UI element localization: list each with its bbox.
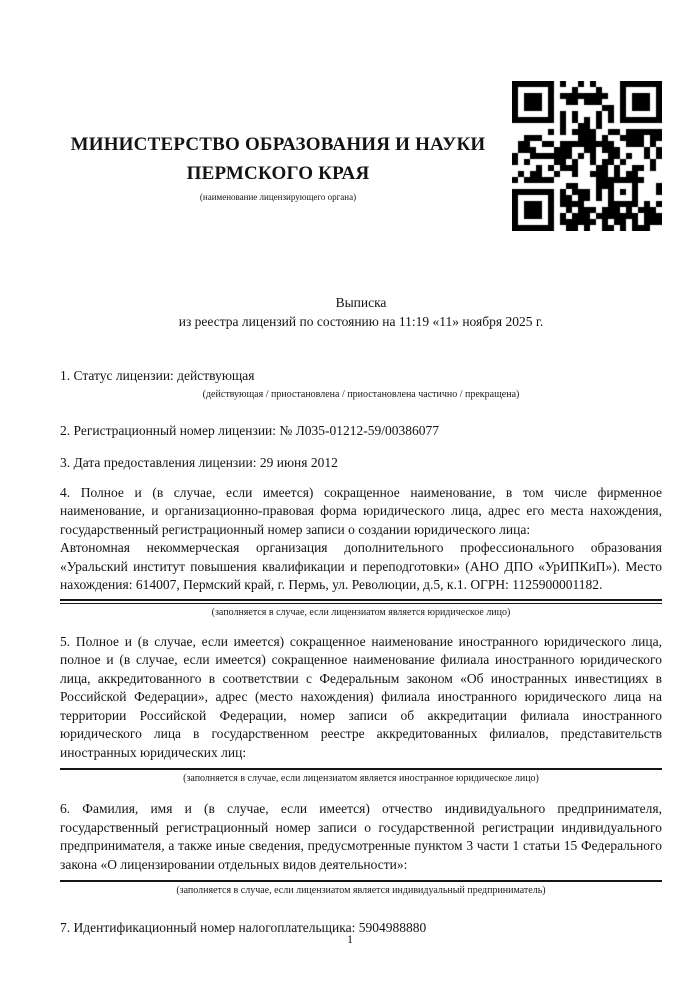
document-title-line1: Выписка bbox=[335, 295, 387, 310]
field-caption-legal-entity: (заполняется в случае, если лицензиатом является юридическое лицо) bbox=[211, 606, 511, 618]
qr-code-icon bbox=[512, 81, 662, 231]
authority-name-line2: ПЕРМСКОГО КРАЯ bbox=[186, 163, 370, 184]
field-legal-entity-answer: Автономная некоммерческая организация дополнительного профессионального образования «Уральский институт повышения квалификации и переподготовки» (АНО ДПО «УрИПКиП»). Место нахождения: 614007, Пермский край, г. Пермь, ул. Революции, д.5, к.1. ОГРН: 1125900001182. bbox=[60, 540, 662, 592]
document-title bbox=[60, 293, 662, 331]
field-license-grant-date: 3. Дата предоставления лицензии: 29 июня 2012 bbox=[60, 455, 338, 470]
section-legal-entity bbox=[60, 484, 662, 619]
document-title-line2: из реестра лицензий по состоянию на 11:19 «11» ноября 2025 г. bbox=[178, 314, 544, 329]
licensing-authority-block bbox=[60, 81, 496, 203]
field-legal-entity-question: 4. Полное и (в случае, если имеется) сокращенное наименование, в том числе фирменное наименование, и организационно-правовая форма юридического лица, адрес его места нахождения, государственный регистрационный номер записи о создании юридического лица: bbox=[60, 484, 662, 537]
answer-underline bbox=[60, 880, 662, 882]
field-caption-foreign-entity: (заполняется в случае, если лицензиатом является иностранное юридическое лицо) bbox=[183, 773, 539, 784]
section-foreign-entity bbox=[60, 633, 662, 786]
field-license-status: 1. Статус лицензии: действующая bbox=[60, 368, 255, 383]
authority-name-line1: МИНИСТЕРСТВО ОБРАЗОВАНИЯ И НАУКИ bbox=[70, 134, 486, 155]
authority-caption: (наименование лицензирующего органа) bbox=[199, 192, 357, 202]
field-caption-entrepreneur: (заполняется в случае, если лицензиатом является индивидуальный предприниматель) bbox=[176, 885, 546, 896]
answer-underline bbox=[60, 599, 662, 604]
document-header bbox=[60, 81, 662, 231]
field-foreign-entity-question: 5. Полное и (в случае, если имеется) сокращенное наименование иностранного юридического лица, полное и (в случае, если имеется) сокращенное наименование филиала иностранного юридического лица, аккредитованного в соответствии с Федеральным законом «Об иностранных инвестициях в Российской Федерации», адрес (место нахождения) филиала иностранного юридического лица на территории Российской Федерации, номер записи об аккредитации филиала иностранного юридического лица в государственном реестре аккредитованных филиалов, представительств иностранных юридических лиц: bbox=[60, 633, 662, 760]
field-registration-number: 2. Регистрационный номер лицензии: № Л035-01212-59/00386077 bbox=[60, 422, 440, 438]
answer-underline bbox=[60, 768, 662, 770]
field-taxpayer-number: 7. Идентификационный номер налогоплательщика: 5904988880 bbox=[60, 920, 427, 935]
field-caption-status-options: (действующая / приостановлена / приостановлена частично / прекращена) bbox=[202, 388, 520, 400]
field-entrepreneur-question: 6. Фамилия, имя и (в случае, если имеется) отчество индивидуального предпринимателя, государственный регистрационный номер записи о государственной регистрации индивидуального предпринимателя, а также иные сведения, предусмотренные пунктом 3 части 1 статьи 15 Федерального закона «О лицензировании отдельных видов деятельности»: bbox=[60, 801, 662, 872]
page-number: 1 bbox=[347, 932, 353, 946]
section-individual-entrepreneur bbox=[60, 800, 662, 897]
